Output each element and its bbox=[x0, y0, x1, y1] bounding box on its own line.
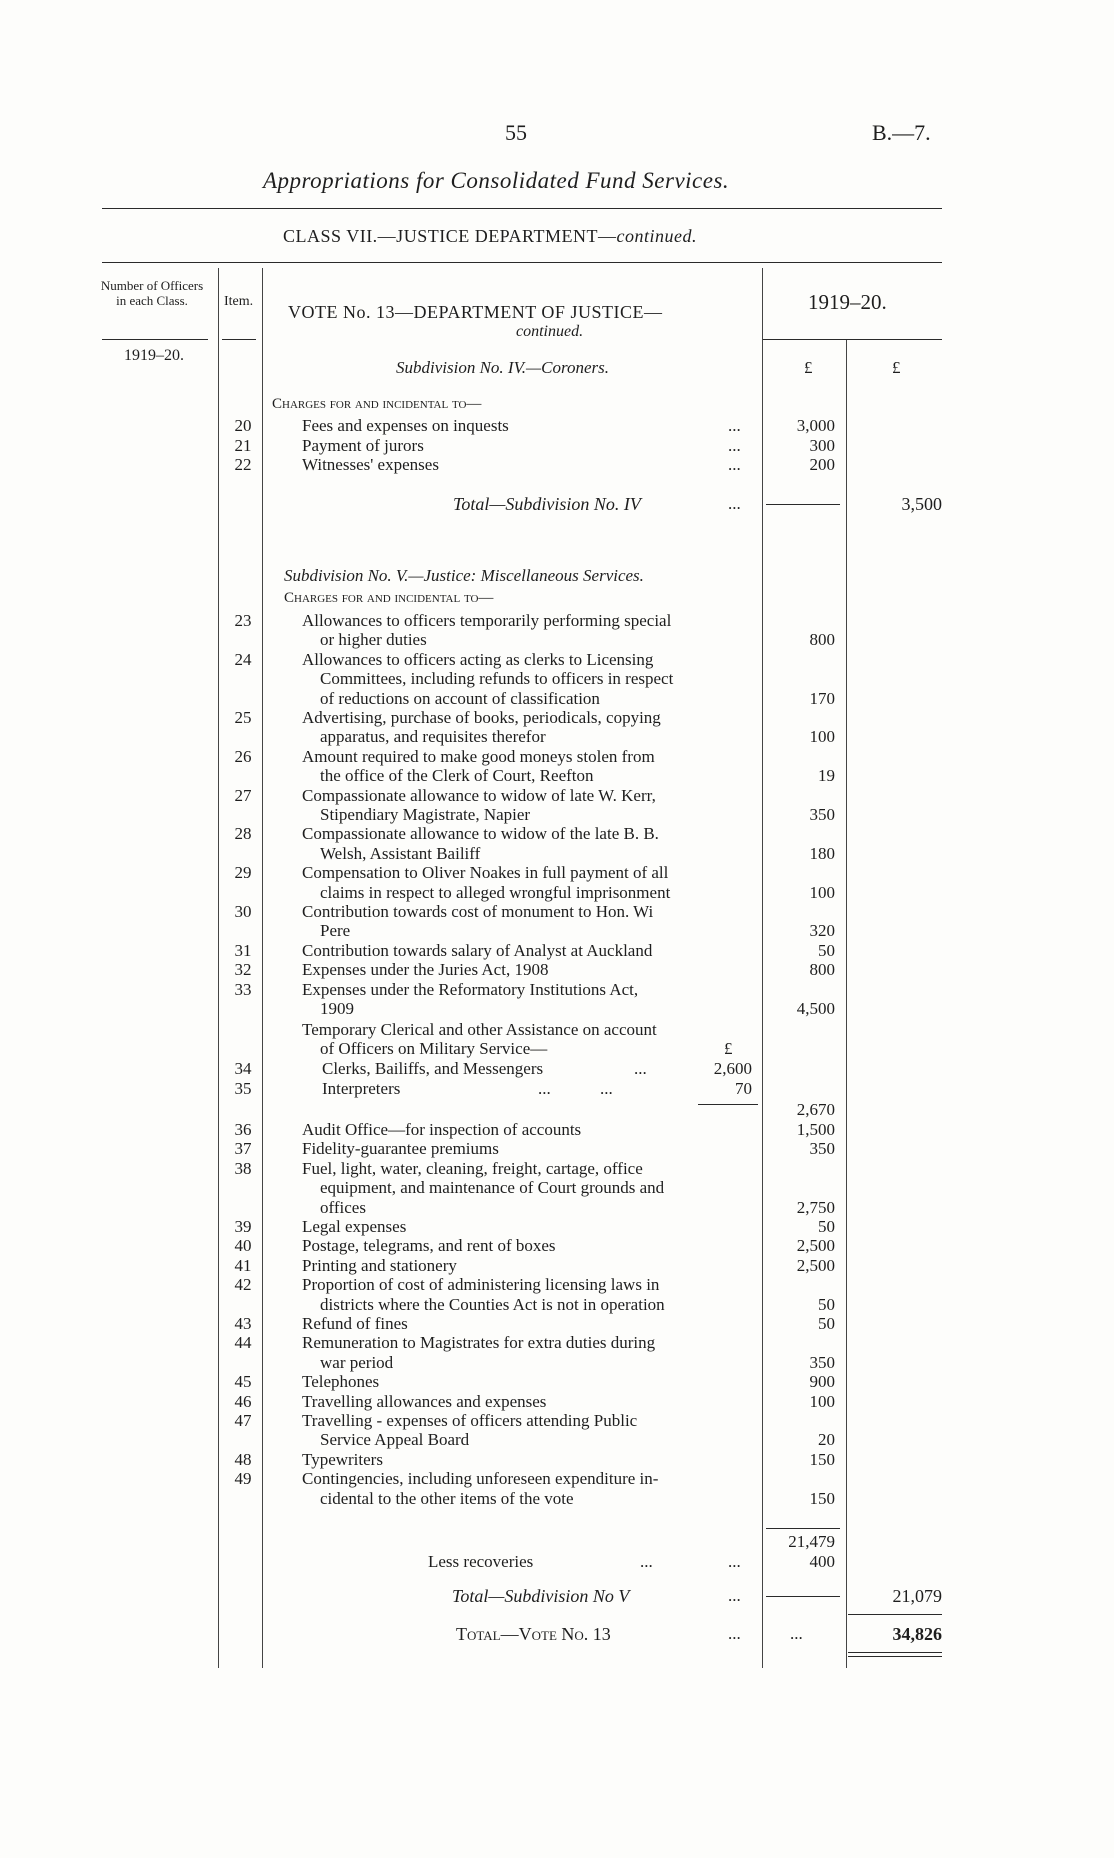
item-number: 25 bbox=[234, 708, 252, 727]
vote-total-dots: ... bbox=[728, 1624, 741, 1643]
item-number: 28 bbox=[234, 824, 252, 844]
item-description: Telephones bbox=[302, 1372, 380, 1392]
item-amount: 150 bbox=[809, 1488, 835, 1508]
item-amount: 350 bbox=[809, 805, 835, 824]
item-amount: 50 bbox=[818, 1314, 835, 1333]
item-number: 23 bbox=[234, 611, 252, 630]
item-number: 45 bbox=[234, 1372, 252, 1392]
item-number: 29 bbox=[234, 863, 252, 883]
temporary-assistance-line-2: of Officers on Military Service— bbox=[320, 1039, 548, 1058]
year-column-header: 1919–20. bbox=[808, 290, 887, 314]
item-number: 49 bbox=[234, 1469, 252, 1489]
less-recoveries-dots: ... bbox=[640, 1552, 653, 1571]
item-description: Remuneration to Magistrates for extra duties during bbox=[302, 1333, 656, 1353]
temporary-sub-item-amount: 70 bbox=[735, 1079, 752, 1098]
subdivision-v-title: Subdivision No. V.—Justice: Miscellaneous Services. bbox=[284, 566, 644, 585]
item-column-header: Item. bbox=[224, 294, 254, 309]
item-number: 22 bbox=[234, 455, 252, 474]
item-description: Compensation to Oliver Noakes in full payment of all bbox=[302, 863, 669, 883]
item-amount: 800 bbox=[809, 630, 835, 650]
item-number: 32 bbox=[234, 960, 252, 980]
item-description: Contribution towards salary of Analyst at Auckland bbox=[302, 940, 653, 960]
temporary-sub-item-label: Clerks, Bailiffs, and Messengers bbox=[322, 1059, 544, 1078]
item-amount: 150 bbox=[809, 1449, 835, 1469]
item-description: Contingencies, including unforeseen expenditure in- bbox=[302, 1469, 659, 1489]
item-number: 46 bbox=[234, 1391, 252, 1411]
subdivision-v-total-label: Total—Subdivision No V bbox=[452, 1586, 630, 1606]
item-number: 36 bbox=[234, 1120, 252, 1139]
rule-gross bbox=[766, 1528, 840, 1529]
item-description: apparatus, and requisites therefor bbox=[320, 727, 546, 747]
item-description: Welsh, Assistant Bailiff bbox=[320, 843, 481, 863]
currency-column-2: £ bbox=[892, 358, 901, 377]
item-amount: 2,500 bbox=[796, 1236, 835, 1256]
item-description: Compassionate allowance to widow of the late B. B. bbox=[302, 824, 659, 844]
item-description: districts where the Counties Act is not in operation bbox=[320, 1294, 665, 1314]
item-amount: 3,000 bbox=[796, 416, 835, 435]
temporary-sub-item-dots: ... bbox=[600, 1079, 613, 1098]
item-amount: 100 bbox=[809, 882, 835, 902]
item-amount: 1,500 bbox=[796, 1120, 835, 1139]
temporary-sub-item-dots: ... bbox=[634, 1059, 647, 1078]
item-number: 42 bbox=[234, 1275, 252, 1295]
item-amount: 50 bbox=[818, 1294, 835, 1314]
page-number: 55 bbox=[505, 120, 527, 145]
item-number: 33 bbox=[234, 979, 252, 999]
currency-column-1: £ bbox=[804, 358, 813, 377]
item-number: 26 bbox=[234, 746, 252, 766]
rule-officers-item bbox=[218, 268, 219, 1668]
item-description: Travelling - expenses of officers attending Public bbox=[302, 1411, 638, 1430]
subdivision-v-total: 21,079 bbox=[892, 1586, 942, 1606]
subdivision-iv-total-label: Total—Subdivision No. IV bbox=[453, 494, 641, 514]
item-amount: 2,500 bbox=[796, 1255, 835, 1275]
vote-total-amount-dots: ... bbox=[790, 1624, 803, 1643]
item-description: or higher duties bbox=[320, 630, 427, 650]
rule-temporary-subtotal bbox=[698, 1104, 758, 1105]
item-description: war period bbox=[320, 1352, 394, 1372]
temporary-assistance-total: 2,670 bbox=[796, 1100, 835, 1119]
subdivision-v-dots: ... bbox=[728, 1586, 741, 1605]
item-description: equipment, and maintenance of Court grounds and bbox=[320, 1178, 665, 1198]
rule-subdivision-v-total bbox=[766, 1596, 840, 1597]
temporary-sub-item-label: Interpreters bbox=[322, 1079, 401, 1098]
class-heading bbox=[283, 226, 697, 247]
item-description: Audit Office—for inspection of accounts bbox=[302, 1120, 582, 1139]
item-description: Pere bbox=[320, 921, 351, 941]
item-description: Refund of fines bbox=[302, 1314, 408, 1333]
item-description: Compassionate allowance to widow of late W. Kerr, bbox=[302, 785, 656, 805]
item-number-34: 34 bbox=[234, 1059, 252, 1078]
item-description: Advertising, purchase of books, periodicals, copying bbox=[302, 708, 661, 727]
temporary-assistance-currency: £ bbox=[724, 1039, 733, 1058]
item-number: 38 bbox=[234, 1158, 252, 1178]
item-description: of reductions on account of classification bbox=[320, 688, 600, 708]
vote-title-continued: continued. bbox=[516, 323, 584, 340]
item-description: Contribution towards cost of monument to Hon. Wi bbox=[302, 902, 654, 921]
leader-dots: ... bbox=[728, 455, 741, 474]
item-amount: 350 bbox=[809, 1139, 835, 1159]
rule-subdivision-iv-total bbox=[766, 504, 840, 505]
item-amount: 300 bbox=[809, 435, 835, 455]
item-number: 30 bbox=[234, 902, 252, 921]
vote-title: VOTE No. 13—DEPARTMENT OF JUSTICE— bbox=[288, 302, 663, 322]
item-number: 41 bbox=[234, 1255, 252, 1275]
subdivision-iv-total: 3,500 bbox=[901, 494, 942, 514]
item-number: 20 bbox=[234, 416, 252, 435]
item-description: cidental to the other items of the vote bbox=[320, 1488, 574, 1508]
temporary-sub-item-dots: ... bbox=[538, 1079, 551, 1098]
item-description: Expenses under the Juries Act, 1908 bbox=[302, 960, 549, 980]
less-recoveries-dots: ... bbox=[728, 1552, 741, 1571]
item-amount: 20 bbox=[818, 1430, 835, 1450]
subdivision-iv-title: Subdivision No. IV.—Coroners. bbox=[396, 358, 609, 377]
document-reference: B.—7. bbox=[872, 120, 931, 145]
item-number: 24 bbox=[234, 649, 252, 669]
item-description: Stipendiary Magistrate, Napier bbox=[320, 805, 531, 824]
item-description: Legal expenses bbox=[302, 1217, 407, 1236]
subdivision-iv-dots: ... bbox=[728, 494, 741, 513]
item-number: 43 bbox=[234, 1314, 252, 1333]
item-amount: 180 bbox=[809, 843, 835, 863]
subdivision-v-charges: Charges for and incidental to— bbox=[284, 590, 494, 606]
item-amount: 4,500 bbox=[796, 999, 835, 1018]
item-amount: 50 bbox=[818, 1217, 835, 1236]
item-amount: 800 bbox=[809, 960, 835, 980]
item-description: offices bbox=[320, 1197, 366, 1217]
item-number: 21 bbox=[234, 435, 252, 455]
item-number: 48 bbox=[234, 1449, 252, 1469]
rule-year-header bbox=[762, 339, 942, 340]
item-description: Typewriters bbox=[302, 1449, 383, 1469]
item-description: 1909 bbox=[320, 999, 354, 1018]
item-description: Postage, telegrams, and rent of boxes bbox=[302, 1236, 556, 1256]
item-description: Allowances to officers acting as clerks to Licensing bbox=[302, 649, 654, 669]
item-amount: 900 bbox=[809, 1372, 835, 1392]
less-recoveries-amount: 400 bbox=[809, 1552, 835, 1571]
item-description: the office of the Clerk of Court, Reefton bbox=[320, 766, 594, 786]
rule-officers-header bbox=[102, 339, 208, 340]
item-description: Travelling allowances and expenses bbox=[302, 1391, 547, 1411]
item-amount: 19 bbox=[818, 766, 835, 786]
subdivision-v-gross: 21,479 bbox=[788, 1532, 835, 1551]
rule-item-desc bbox=[262, 268, 263, 1668]
rule-header-top bbox=[102, 262, 942, 263]
item-number: 40 bbox=[234, 1236, 252, 1256]
item-amount: 170 bbox=[809, 688, 835, 708]
officers-year: 1919–20. bbox=[124, 347, 184, 364]
item-description: Fuel, light, water, cleaning, freight, cartage, office bbox=[302, 1158, 643, 1178]
class-heading-text: CLASS VII.—JUSTICE DEPARTMENT— bbox=[283, 226, 617, 246]
item-number: 47 bbox=[234, 1411, 252, 1430]
item-amount: 350 bbox=[809, 1352, 835, 1372]
rule-vote-total-bottom-2 bbox=[848, 1656, 942, 1657]
item-number: 37 bbox=[234, 1139, 252, 1159]
page-title: Appropriations for Consolidated Fund Services. bbox=[263, 168, 730, 193]
item-amount: 100 bbox=[809, 727, 835, 747]
item-description: Witnesses' expenses bbox=[302, 455, 439, 474]
temporary-sub-item-amount: 2,600 bbox=[713, 1059, 752, 1078]
leader-dots: ... bbox=[728, 435, 741, 455]
item-description: Amount required to make good moneys stolen from bbox=[302, 746, 655, 766]
item-amount: 50 bbox=[818, 940, 835, 960]
item-description: Proportion of cost of administering licensing laws in bbox=[302, 1275, 660, 1295]
item-amount: 100 bbox=[809, 1391, 835, 1411]
item-amount: 2,750 bbox=[796, 1197, 835, 1217]
rule-top bbox=[102, 208, 942, 209]
item-description: Allowances to officers temporarily performing special bbox=[302, 611, 672, 630]
leader-dots: ... bbox=[728, 416, 741, 435]
item-description: Expenses under the Reformatory Institutions Act, bbox=[302, 979, 639, 999]
officers-column-header: Number of Officers in each Class. bbox=[100, 278, 204, 308]
item-description: Committees, including refunds to officers in respect bbox=[320, 669, 674, 689]
item-number: 44 bbox=[234, 1333, 252, 1353]
temporary-assistance-line-1: Temporary Clerical and other Assistance on account bbox=[302, 1020, 657, 1039]
item-description: Service Appeal Board bbox=[320, 1430, 470, 1450]
item-description: Fees and expenses on inquests bbox=[302, 416, 509, 435]
vote-total-label: Total—Vote No. 13 bbox=[456, 1624, 611, 1644]
item-description: Printing and stationery bbox=[302, 1255, 457, 1275]
rule-amount-total bbox=[846, 340, 847, 1668]
item-number: 27 bbox=[234, 785, 252, 805]
item-number-35: 35 bbox=[234, 1079, 252, 1098]
item-description: claims in respect to alleged wrongful imprisonment bbox=[320, 882, 671, 902]
item-description: Fidelity-guarantee premiums bbox=[302, 1139, 499, 1159]
class-heading-continued: continued. bbox=[616, 226, 697, 246]
rule-item-header bbox=[222, 339, 256, 340]
subdivision-iv-charges: Charges for and incidental to— bbox=[272, 396, 482, 412]
vote-total-amount: 34,826 bbox=[892, 1624, 942, 1644]
less-recoveries-label: Less recoveries bbox=[428, 1552, 534, 1571]
rule-vote-total-bottom-1 bbox=[848, 1652, 942, 1653]
item-amount: 320 bbox=[809, 921, 835, 941]
item-description: Payment of jurors bbox=[302, 435, 424, 455]
item-amount: 200 bbox=[809, 455, 835, 474]
item-number: 39 bbox=[234, 1217, 252, 1236]
item-number: 31 bbox=[234, 940, 252, 960]
rule-vote-total-top bbox=[848, 1614, 942, 1615]
